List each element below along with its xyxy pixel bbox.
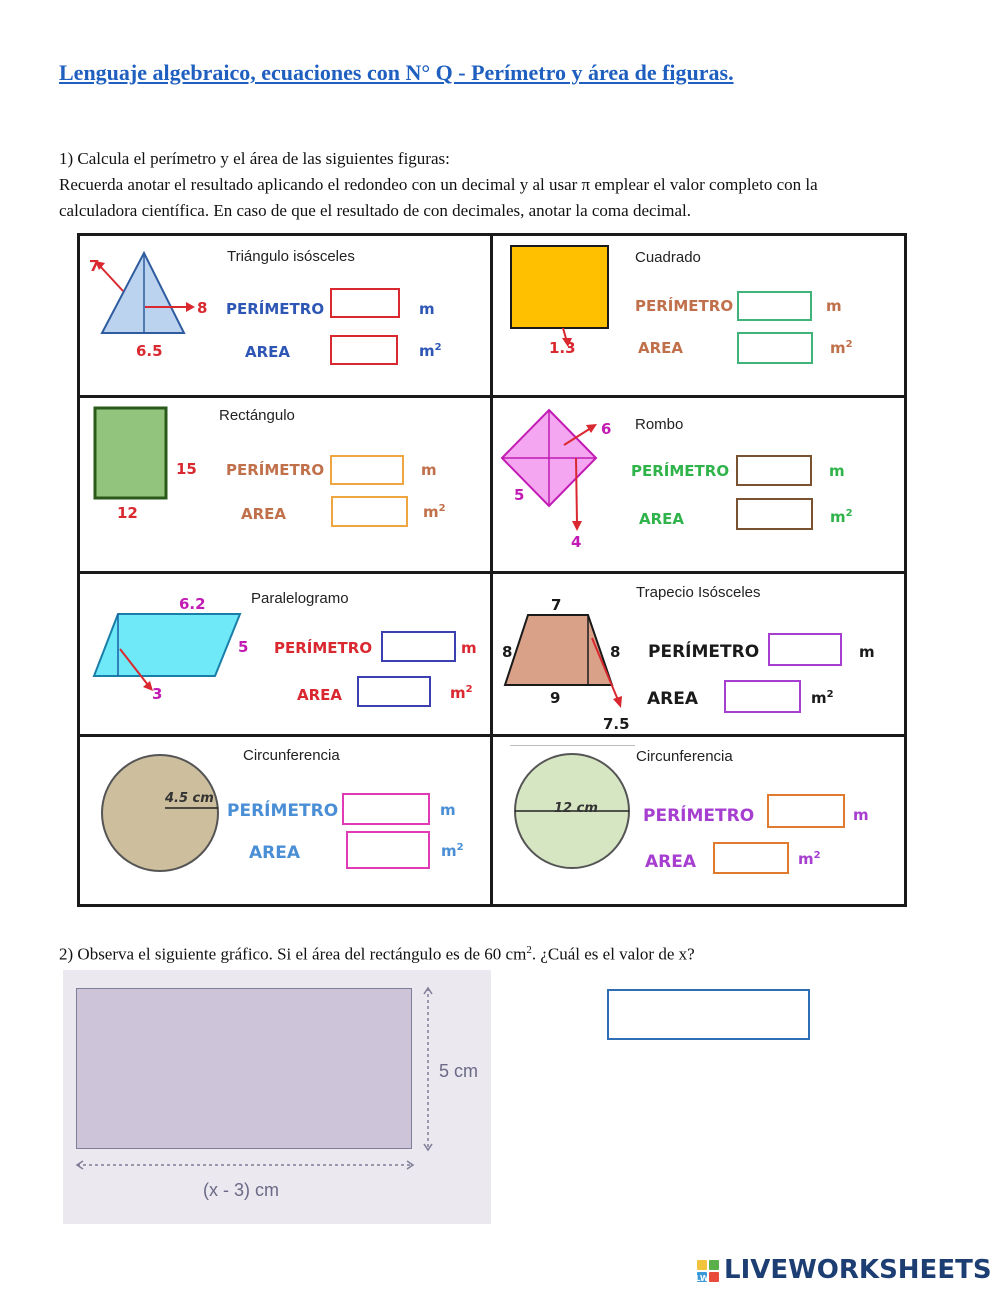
triangle-perimeter-label: PERÍMETRO: [226, 300, 325, 318]
rectangle-area-input[interactable]: [331, 496, 408, 527]
rhombus-side-label: 5: [514, 486, 525, 504]
trapezoid-height-arrowhead: [613, 696, 622, 708]
trapezoid-left-label: 8: [502, 643, 513, 661]
square-perimeter-unit: m: [826, 297, 842, 315]
parallelogram-perimeter-input[interactable]: [381, 631, 456, 662]
question-1-line-1: 1) Calcula el perímetro y el área de las siguientes figuras:: [59, 149, 450, 168]
rhombus-title: Rombo: [635, 416, 684, 433]
trapezoid-height-label: 7.5: [603, 715, 630, 733]
parallelogram-height-label: 3: [152, 685, 163, 703]
trapezoid-title: Trapecio Isósceles: [636, 584, 761, 601]
square-side-label: 1.3: [549, 339, 576, 357]
square-area-label: AREA: [638, 339, 684, 357]
trapezoid-area-input[interactable]: [724, 680, 801, 713]
triangle-area-input[interactable]: [330, 335, 398, 365]
question-2-height-label: 5 cm: [439, 1061, 479, 1081]
circle-radius-label: 4.5 cm: [165, 791, 214, 806]
rhombus-figure: [498, 405, 618, 545]
liveworksheets-logo-icon: [697, 1259, 721, 1283]
rhombus-d-half-label: 6: [601, 420, 612, 438]
triangle-perimeter-input[interactable]: [330, 288, 400, 318]
circle-diameter-area-input[interactable]: [713, 842, 789, 874]
parallelogram-area-label: AREA: [297, 686, 343, 704]
parallelogram-area-unit: $m^2$: [450, 684, 473, 702]
rhombus-diagonal-arrowhead: [572, 521, 582, 531]
rhombus-area-unit: $m^2$: [830, 508, 853, 526]
trapezoid-figure: [500, 610, 630, 720]
rhombus-perimeter-label: PERÍMETRO: [631, 462, 730, 480]
circle-diameter-title: Circunferencia: [636, 748, 733, 765]
question-1-instructions: [59, 146, 949, 224]
triangle-area-unit: $m^2$: [419, 342, 442, 360]
question-2-answer-input[interactable]: [607, 989, 810, 1040]
triangle-side-label: 7: [89, 257, 100, 275]
rectangle-perimeter-input[interactable]: [330, 455, 404, 485]
triangle-area-label: AREA: [245, 343, 291, 361]
rhombus-diagonal-label: 4: [571, 533, 582, 551]
trapezoid-top-label: 7: [551, 596, 562, 614]
parallelogram-top-label: 6.2: [179, 595, 206, 613]
triangle-height-arrowhead: [186, 302, 195, 312]
rectangle-title: Rectángulo: [219, 407, 295, 424]
trapezoid-perimeter-input[interactable]: [768, 633, 842, 666]
circle-radius-area-input[interactable]: [346, 831, 430, 869]
rectangle-base-label: 12: [117, 504, 138, 522]
circle-radius-figure: [97, 755, 227, 875]
grid-divider-vertical: [490, 233, 493, 907]
rhombus-diagonal-arrow: [576, 458, 577, 523]
parallelogram-perimeter-unit: m: [461, 639, 477, 657]
circle-radius-perimeter-input[interactable]: [342, 793, 430, 825]
square-area-unit: $m^2$: [830, 339, 853, 357]
question-2-text: 2) Observa el siguiente gráfico. Si el área del rectángulo es de 60 $cm^2$. ¿Cuál es el valor de x?: [59, 944, 695, 964]
page-title: Lenguaje algebraico, ecuaciones con N° Q - Perímetro y área de figuras.: [59, 60, 734, 85]
grid-divider-row-2: [77, 571, 907, 574]
triangle-height-label: 8: [197, 299, 208, 317]
rectangle-area-label: AREA: [241, 505, 287, 523]
triangle-title: Triángulo isósceles: [227, 248, 355, 265]
liveworksheets-logo-text: LIVEWORKSHEETS: [724, 1255, 992, 1285]
trapezoid-area-label: AREA: [647, 689, 699, 709]
circle-radius-area-unit: $m^2$: [441, 842, 464, 860]
circle-diameter-perimeter-label: PERÍMETRO: [643, 806, 755, 826]
grid-divider-row-3: [77, 734, 907, 737]
trapezoid-area-unit: $m^2$: [811, 689, 834, 707]
rhombus-area-input[interactable]: [736, 498, 813, 530]
rectangle-height-label: 15: [176, 460, 197, 478]
rectangle-perimeter-unit: m: [421, 461, 437, 479]
square-perimeter-input[interactable]: [737, 291, 812, 321]
triangle-side-arrow: [99, 265, 123, 291]
triangle-perimeter-unit: m: [419, 300, 435, 318]
rectangle-shape: [95, 408, 166, 498]
grid-divider-row-1: [77, 395, 907, 398]
rhombus-perimeter-unit: m: [829, 462, 845, 480]
parallelogram-shape: [94, 614, 240, 676]
rhombus-perimeter-input[interactable]: [736, 455, 812, 486]
trapezoid-perimeter-unit: m: [859, 643, 875, 661]
trapezoid-right-label: 8: [610, 643, 621, 661]
rectangle-area-unit: $m^2$: [423, 503, 446, 521]
square-shape: [511, 246, 608, 328]
square-figure: [505, 240, 615, 355]
circle-diameter-top-rule: [510, 745, 635, 746]
circle-diameter-area-unit: $m^2$: [798, 850, 821, 868]
question-1-line-2: Recuerda anotar el resultado aplicando el redondeo con un decimal y al usar π emplear el valor completo con la: [59, 175, 818, 194]
circle-radius-perimeter-unit: m: [440, 801, 456, 819]
question-2-width-label: (x - 3) cm: [203, 1180, 279, 1200]
parallelogram-title: Paralelogramo: [251, 590, 349, 607]
circle-radius-perimeter-label: PERÍMETRO: [227, 801, 339, 821]
circle-radius-area-label: AREA: [249, 843, 301, 863]
triangle-shape: [102, 253, 184, 333]
parallelogram-perimeter-label: PERÍMETRO: [274, 639, 373, 657]
parallelogram-area-input[interactable]: [357, 676, 431, 707]
circle-diameter-perimeter-input[interactable]: [767, 794, 845, 828]
triangle-base-label: 6.5: [136, 342, 163, 360]
circle-radius-shape: [102, 755, 218, 871]
circle-diameter-perimeter-unit: m: [853, 806, 869, 824]
square-area-input[interactable]: [737, 332, 813, 364]
parallelogram-figure: [90, 605, 250, 700]
circle-diameter-label: 12 cm: [554, 801, 598, 816]
circle-radius-title: Circunferencia: [243, 747, 340, 764]
liveworksheets-logo: [697, 1255, 992, 1285]
parallelogram-side-label: 5: [238, 638, 249, 656]
rhombus-side-arrowhead: [586, 424, 597, 433]
question-1-line-3: calculadora científica. En caso de que el resultado de con decimales, anotar la coma decimal.: [59, 201, 692, 220]
square-perimeter-label: PERÍMETRO: [635, 297, 734, 315]
circle-diameter-area-label: AREA: [645, 852, 697, 872]
rhombus-area-label: AREA: [639, 510, 685, 528]
svg-text:LW: LW: [695, 1273, 709, 1283]
trapezoid-bottom-label: 9: [550, 689, 561, 707]
rectangle-perimeter-label: PERÍMETRO: [226, 461, 325, 479]
trapezoid-perimeter-label: PERÍMETRO: [648, 642, 760, 662]
rectangle-figure: [90, 403, 175, 503]
square-title: Cuadrado: [635, 249, 701, 266]
